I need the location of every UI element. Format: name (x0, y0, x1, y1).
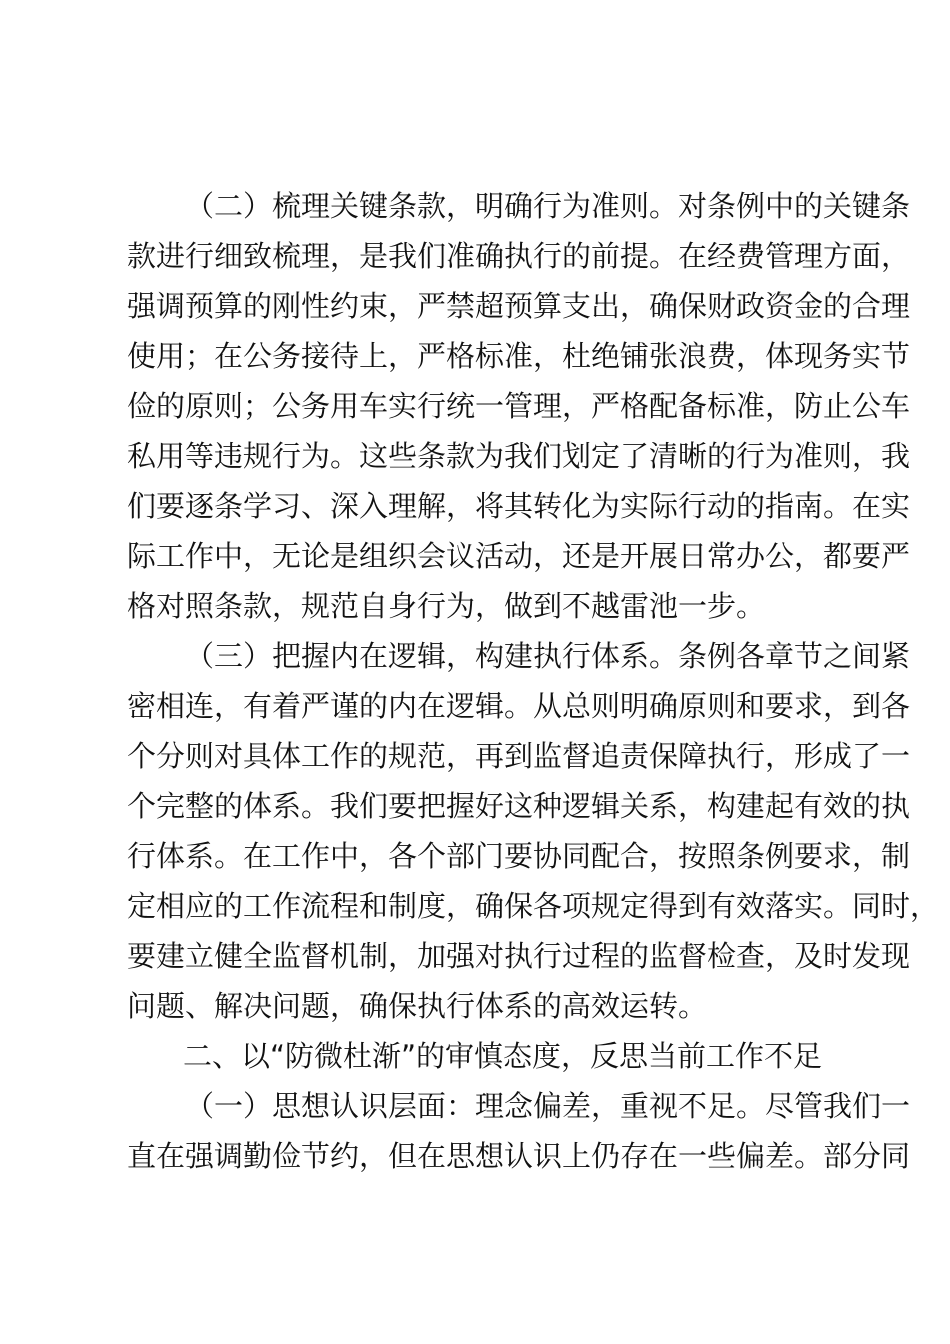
paragraph-2-3-line-8: 问题、解决问题，确保执行体系的高效运转。 (127, 989, 708, 1023)
paragraph-2-3-line-1: （三）把握内在逻辑，构建执行体系。条例各章节之间紧 (185, 639, 911, 673)
paragraph-2-2-line-5: 俭的原则；公务用车实行统一管理，严格配备标准，防止公车 (127, 389, 911, 423)
paragraph-2-3-line-4: 个完整的体系。我们要把握好这种逻辑关系，构建起有效的执 (127, 789, 911, 823)
paragraph-2-3-line-7: 要建立健全监督机制，加强对执行过程的监督检查，及时发现 (127, 939, 911, 973)
paragraph-2-2-line-6: 私用等违规行为。这些条款为我们划定了清晰的行为准则，我 (127, 439, 911, 473)
paragraph-2-3-line-3: 个分则对具体工作的规范，再到监督追责保障执行，形成了一 (127, 739, 911, 773)
paragraph-3-1-line-1: （一）思想认识层面：理念偏差，重视不足。尽管我们一 (185, 1089, 911, 1123)
paragraph-2-2-line-8: 际工作中，无论是组织会议活动，还是开展日常办公，都要严 (127, 539, 911, 573)
paragraph-2-2-line-2: 款进行细致梳理，是我们准确执行的前提。在经费管理方面， (127, 239, 911, 273)
paragraph-2-2-line-7: 们要逐条学习、深入理解，将其转化为实际行动的指南。在实 (127, 489, 911, 523)
paragraph-2-3-line-5: 行体系。在工作中，各个部门要协同配合，按照条例要求，制 (127, 839, 911, 873)
paragraph-2-2-line-4: 使用；在公务接待上，严格标准，杜绝铺张浪费，体现务实节 (127, 339, 911, 373)
paragraph-2-2-line-1: （二）梳理关键条款，明确行为准则。对条例中的关键条 (185, 189, 911, 223)
paragraph-2-2-line-3: 强调预算的刚性约束，严禁超预算支出，确保财政资金的合理 (127, 289, 911, 323)
paragraph-2-2-line-9: 格对照条款，规范自身行为，做到不越雷池一步。 (127, 589, 766, 623)
paragraph-3-1-line-2: 直在强调勤俭节约，但在思想认识上仍存在一些偏差。部分同 (127, 1139, 911, 1173)
paragraph-2-3-line-2: 密相连，有着严谨的内在逻辑。从总则明确原则和要求，到各 (127, 689, 911, 723)
section-heading: 二、以“防微杜渐”的审慎态度，反思当前工作不足 (183, 1039, 823, 1073)
paragraph-2-3-line-6: 定相应的工作流程和制度，确保各项规定得到有效落实。同时， (127, 889, 940, 923)
